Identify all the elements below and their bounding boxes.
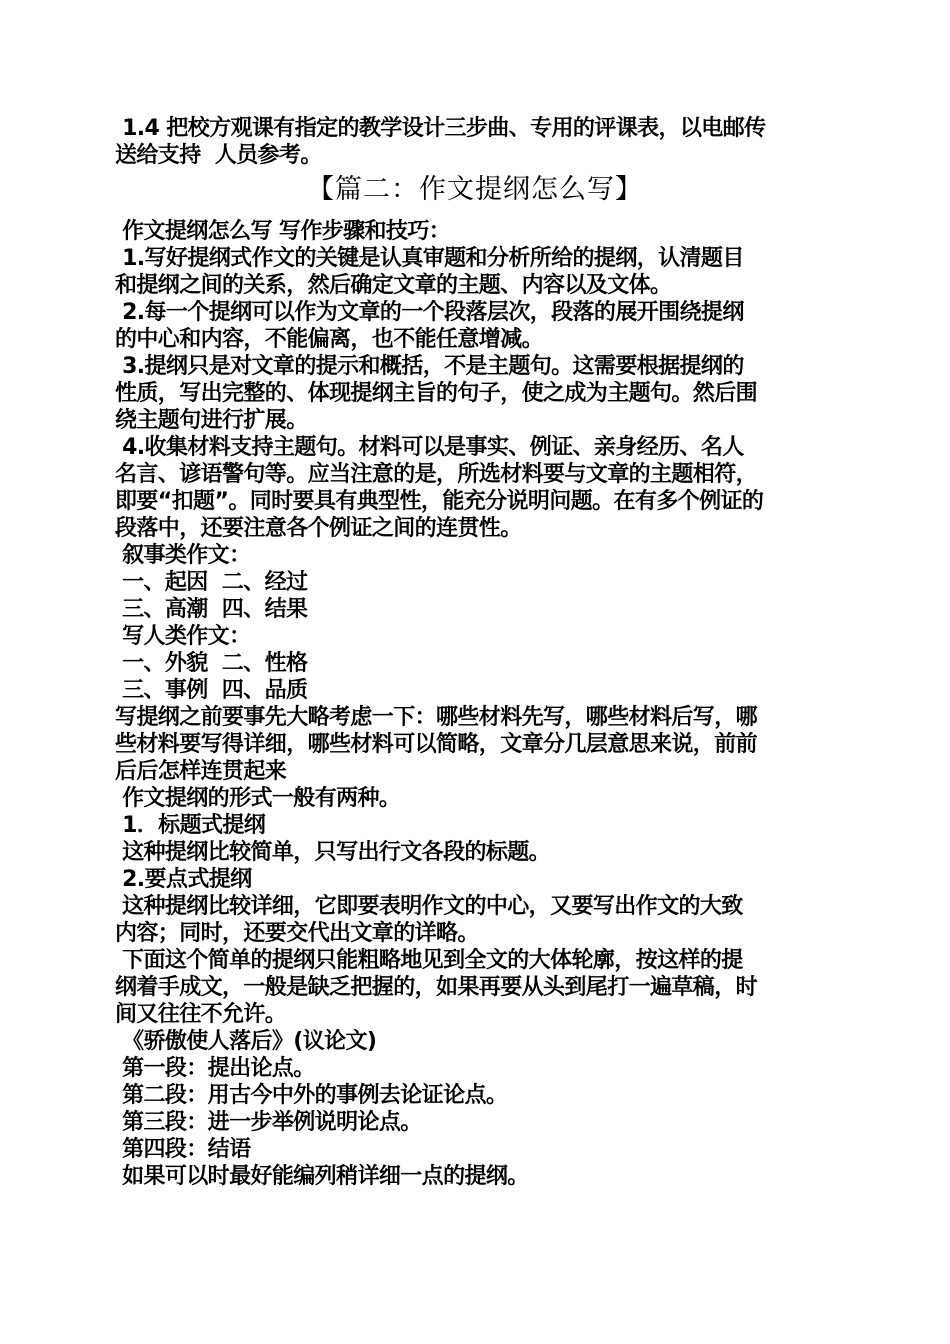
text-line: 《骄傲使人落后》(议论文) bbox=[115, 1029, 377, 1054]
text-line: 第四段：结语 bbox=[115, 1137, 251, 1162]
text-line: 作文提纲怎么写 写作步骤和技巧： bbox=[115, 219, 451, 244]
text-line: 叙事类作文： bbox=[115, 543, 251, 568]
text-line: 2.每一个提纲可以作为文章的一个段落层次，段落的展开围绕提纲 bbox=[115, 300, 744, 325]
intro-line: 送给支持 人员参考。 bbox=[115, 143, 322, 168]
text-line: 4.收集材料支持主题句。材料可以是事实、例证、亲身经历、名人 bbox=[115, 435, 744, 460]
text-line: 和提纲之间的关系，然后确定文章的主题、内容以及文体。 bbox=[115, 273, 672, 298]
intro-section bbox=[115, 115, 835, 169]
text-line: 作文提纲的形式一般有两种。 bbox=[115, 786, 401, 811]
document-page bbox=[115, 115, 835, 1190]
text-line: 后后怎样连贯起来 bbox=[115, 759, 287, 784]
text-line: 第三段：进一步举例说明论点。 bbox=[115, 1110, 422, 1135]
text-line: 写人类作文： bbox=[115, 624, 251, 649]
body-text bbox=[115, 218, 835, 1190]
text-line: 些材料要写得详细，哪些材料可以简略，文章分几层意思来说，前前 bbox=[115, 732, 758, 757]
text-line: 即要“扣题”。同时要具有典型性，能充分说明问题。在有多个例证的 bbox=[115, 489, 764, 514]
section-title: 【篇二：作文提纲怎么写】 bbox=[307, 174, 643, 205]
text-line: 一、外貌 二、性格 bbox=[115, 651, 308, 676]
text-line: 如果可以时最好能编列稍详细一点的提纲。 bbox=[115, 1164, 529, 1189]
text-line: 1.写好提纲式作文的关键是认真审题和分析所给的提纲，认清题目 bbox=[115, 246, 744, 271]
text-line: 下面这个简单的提纲只能粗略地见到全文的大体轮廓，按这样的提 bbox=[115, 948, 743, 973]
text-line: 第一段：提出论点。 bbox=[115, 1056, 315, 1081]
intro-line: 1.4 把校方观课有指定的教学设计三步曲、专用的评课表，以电邮传 bbox=[115, 116, 766, 141]
text-line: 名言、谚语警句等。应当注意的是，所选材料要与文章的主题相符， bbox=[115, 462, 758, 487]
text-line: 这种提纲比较简单，只写出行文各段的标题。 bbox=[115, 840, 551, 865]
text-line: 绕主题句进行扩展。 bbox=[115, 408, 308, 433]
text-line: 3.提纲只是对文章的提示和概括，不是主题句。这需要根据提纲的 bbox=[115, 354, 744, 379]
text-line: 纲着手成文，一般是缺乏把握的，如果再要从头到尾打一遍草稿，时 bbox=[115, 975, 758, 1000]
text-line: 写提纲之前要事先大略考虑一下：哪些材料先写，哪些材料后写，哪 bbox=[115, 705, 758, 730]
text-line: 间又往往不允许。 bbox=[115, 1002, 287, 1027]
text-line: 一、起因 二、经过 bbox=[115, 570, 308, 595]
text-line: 第二段：用古今中外的事例去论证论点。 bbox=[115, 1083, 508, 1108]
text-line: 这种提纲比较详细，它即要表明作文的中心，又要写出作文的大致 bbox=[115, 894, 743, 919]
text-line: 性质，写出完整的、体现提纲主旨的句子，使之成为主题句。然后围 bbox=[115, 381, 758, 406]
text-line: 的中心和内容，不能偏离，也不能任意增减。 bbox=[115, 327, 544, 352]
text-line: 1．标题式提纲 bbox=[115, 813, 266, 838]
text-line: 内容；同时，还要交代出文章的详略。 bbox=[115, 921, 479, 946]
text-line: 段落中，还要注意各个例证之间的连贯性。 bbox=[115, 516, 522, 541]
text-line: 三、事例 四、品质 bbox=[115, 678, 308, 703]
text-line: 三、高潮 四、结果 bbox=[115, 597, 308, 622]
text-line: 2.要点式提纲 bbox=[115, 867, 252, 892]
